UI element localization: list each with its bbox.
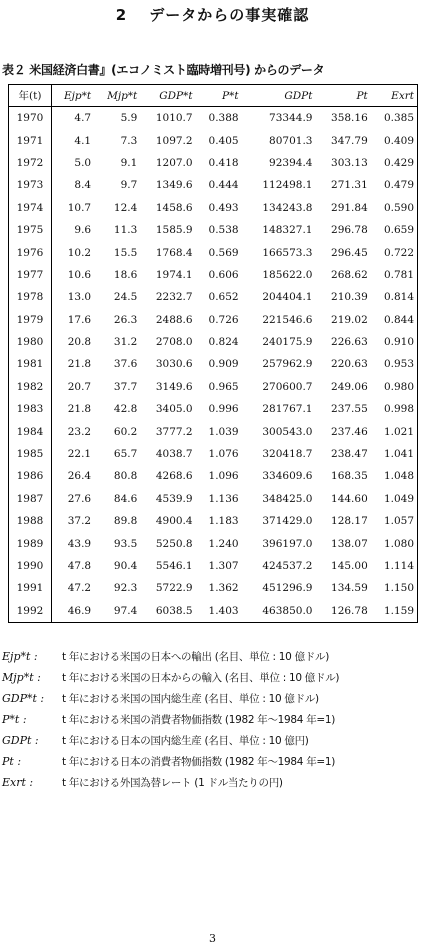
value-cell: 463850.0 <box>242 600 316 623</box>
value-cell: 1207.0 <box>155 156 193 169</box>
value-cell: 90.4 <box>113 560 138 572</box>
value-cell: 22.1 <box>67 448 92 461</box>
value-cell: 5.0 <box>74 156 92 169</box>
value-cell: 281767.1 <box>262 403 313 416</box>
value-cell: 10.2 <box>67 246 92 259</box>
year-cell: 1977 <box>9 264 52 286</box>
value-cell: 1.183 <box>208 515 239 528</box>
value-cell: 8.4 <box>74 179 92 192</box>
value-cell: 9.6 <box>74 224 92 237</box>
value-cell: 1097.2 <box>155 134 193 147</box>
table-body <box>9 107 418 623</box>
header-year: 年(t) <box>9 85 52 107</box>
value-cell: 17.6 <box>67 313 92 326</box>
value-cell: 97.4 <box>94 600 140 623</box>
value-cell: 92.3 <box>113 582 138 595</box>
value-cell: 1.096 <box>208 470 239 483</box>
value-cell: 0.781 <box>371 264 418 286</box>
value-cell: 1458.6 <box>155 201 193 214</box>
value-cell: 1.307 <box>208 560 239 572</box>
definition-symbol: P*t : <box>2 713 27 726</box>
value-cell: 0.538 <box>208 224 239 237</box>
value-cell: 73344.9 <box>269 112 313 125</box>
definition-text: t 年における米国の日本への輸出 (名目、単位 : 10 億ドル) <box>62 651 329 663</box>
header-mjp-us: Mjp*t <box>94 85 140 107</box>
value-cell: 4268.6 <box>155 470 193 483</box>
value-cell: 348425.0 <box>262 492 313 505</box>
value-cell: 0.405 <box>208 134 239 147</box>
table-row <box>9 420 418 442</box>
value-cell: 46.9 <box>52 600 95 623</box>
value-cell: 0.824 <box>208 336 239 349</box>
value-cell: 1.150 <box>371 577 418 599</box>
value-cell: 1.362 <box>208 582 239 595</box>
value-cell: 0.996 <box>208 403 239 416</box>
table-row <box>9 443 418 465</box>
value-cell: 0.429 <box>371 152 418 174</box>
year-cell: 1975 <box>9 219 52 241</box>
value-cell: 60.2 <box>113 425 138 438</box>
table-row <box>9 309 418 331</box>
definition-text: t 年における米国の消費者物価指数 (1982 年〜1984 年=1) <box>62 714 336 726</box>
value-cell: 0.909 <box>208 358 239 371</box>
value-cell: 37.2 <box>67 515 92 528</box>
definition-text: t 年における外国為替レート (1 ドル当たりの円) <box>62 777 283 789</box>
value-cell: 0.980 <box>371 376 418 398</box>
value-cell: 268.62 <box>331 268 368 281</box>
year-cell: 1972 <box>9 152 52 174</box>
year-cell: 1973 <box>9 174 52 196</box>
value-cell: 1974.1 <box>155 268 193 281</box>
value-cell: 5722.9 <box>155 582 193 595</box>
definition-item <box>2 667 339 688</box>
value-cell: 237.46 <box>331 425 368 438</box>
value-cell: 0.409 <box>371 129 418 151</box>
value-cell: 0.479 <box>371 174 418 196</box>
value-cell: 0.569 <box>208 246 239 259</box>
definition-text: t 年における米国の日本からの輸入 (名目、単位 : 10 億ドル) <box>62 672 340 684</box>
value-cell: 334609.6 <box>262 470 313 483</box>
table-row <box>9 286 418 308</box>
definition-symbol: Exrt : <box>2 776 34 789</box>
value-cell: 65.7 <box>113 448 138 461</box>
value-cell: 204404.1 <box>262 291 313 304</box>
year-cell: 1989 <box>9 532 52 554</box>
value-cell: 0.385 <box>371 107 418 130</box>
value-cell: 270600.7 <box>262 380 313 393</box>
value-cell: 3405.0 <box>155 403 193 416</box>
value-cell: 13.0 <box>67 291 92 304</box>
table-row <box>9 197 418 219</box>
year-cell: 1980 <box>9 331 52 353</box>
definition-text: t 年における日本の国内総生産 (名目、単位 : 10 億円) <box>62 735 309 747</box>
value-cell: 80701.3 <box>269 134 313 147</box>
value-cell: 238.47 <box>331 448 368 461</box>
value-cell: 2708.0 <box>155 336 193 349</box>
year-cell: 1992 <box>9 600 52 623</box>
value-cell: 0.659 <box>371 219 418 241</box>
value-cell: 0.910 <box>371 331 418 353</box>
value-cell: 80.8 <box>113 470 138 483</box>
value-cell: 226.63 <box>331 336 368 349</box>
value-cell: 237.55 <box>331 403 368 416</box>
section-heading <box>0 4 425 25</box>
definition-item <box>2 646 339 667</box>
value-cell: 320418.7 <box>262 448 313 461</box>
value-cell: 1.057 <box>371 510 418 532</box>
table-row <box>9 532 418 554</box>
value-cell: 4900.4 <box>155 515 193 528</box>
value-cell: 5546.1 <box>155 560 193 572</box>
value-cell: 3030.6 <box>155 358 193 371</box>
value-cell: 42.8 <box>113 403 138 416</box>
table-row <box>9 241 418 263</box>
table-row <box>9 510 418 532</box>
year-cell: 1974 <box>9 197 52 219</box>
year-cell: 1978 <box>9 286 52 308</box>
value-cell: 15.5 <box>113 246 138 259</box>
definition-symbol: Pt : <box>2 755 22 768</box>
value-cell: 0.814 <box>371 286 418 308</box>
value-cell: 0.652 <box>208 291 239 304</box>
value-cell: 291.84 <box>331 201 368 214</box>
value-cell: 1.240 <box>208 537 239 550</box>
value-cell: 1.136 <box>208 492 239 505</box>
value-cell: 296.78 <box>331 224 368 237</box>
value-cell: 112498.1 <box>262 179 313 192</box>
value-cell: 371429.0 <box>262 515 313 528</box>
value-cell: 37.6 <box>113 358 138 371</box>
value-cell: 271.31 <box>331 179 368 192</box>
table-row <box>9 152 418 174</box>
value-cell: 5.9 <box>120 112 138 125</box>
table-row <box>9 174 418 196</box>
value-cell: 1.114 <box>371 555 418 577</box>
definition-item <box>2 730 339 751</box>
value-cell: 210.39 <box>331 291 368 304</box>
value-cell: 220.63 <box>331 358 368 371</box>
table-header-row <box>9 85 418 107</box>
definition-text: t 年における米国の国内総生産 (名目、単位 : 10 億ドル) <box>62 693 319 705</box>
value-cell: 0.444 <box>208 179 239 192</box>
table-row <box>9 331 418 353</box>
value-cell: 4.1 <box>74 134 92 147</box>
value-cell: 26.3 <box>113 313 138 326</box>
value-cell: 1.159 <box>371 600 418 623</box>
value-cell: 144.60 <box>331 492 368 505</box>
table-row <box>9 264 418 286</box>
year-cell: 1983 <box>9 398 52 420</box>
value-cell: 166573.3 <box>262 246 313 259</box>
page-number: 3 <box>209 932 216 945</box>
value-cell: 37.7 <box>113 380 138 393</box>
value-cell: 0.493 <box>208 201 239 214</box>
value-cell: 23.2 <box>67 425 92 438</box>
value-cell: 4539.9 <box>155 492 193 505</box>
value-cell: 9.7 <box>120 179 138 192</box>
header-gdp-jp: GDPt <box>242 85 316 107</box>
value-cell: 1585.9 <box>155 224 193 237</box>
variable-definitions <box>2 646 339 793</box>
value-cell: 1.049 <box>371 488 418 510</box>
value-cell: 134.59 <box>331 582 368 595</box>
value-cell: 358.16 <box>331 112 368 125</box>
year-cell: 1987 <box>9 488 52 510</box>
value-cell: 303.13 <box>331 156 368 169</box>
value-cell: 20.7 <box>67 380 92 393</box>
value-cell: 300543.0 <box>262 425 313 438</box>
table-row <box>9 398 418 420</box>
value-cell: 1.039 <box>208 425 239 438</box>
header-p-us: P*t <box>196 85 242 107</box>
value-cell: 2232.7 <box>155 291 193 304</box>
value-cell: 128.17 <box>331 515 368 528</box>
value-cell: 92394.4 <box>269 156 313 169</box>
table-row <box>9 129 418 151</box>
year-cell: 1976 <box>9 241 52 263</box>
value-cell: 0.418 <box>208 156 239 169</box>
value-cell: 0.590 <box>371 197 418 219</box>
value-cell: 43.9 <box>67 537 92 550</box>
value-cell: 10.7 <box>67 201 92 214</box>
value-cell: 27.6 <box>67 492 92 505</box>
value-cell: 12.4 <box>113 201 138 214</box>
value-cell: 7.3 <box>120 134 138 147</box>
definition-symbol: GDP*t : <box>2 692 45 705</box>
value-cell: 1.048 <box>371 465 418 487</box>
year-cell: 1970 <box>9 107 52 130</box>
header-gdp-us: GDP*t <box>140 85 195 107</box>
value-cell: 219.02 <box>331 313 368 326</box>
value-cell: 1.021 <box>371 420 418 442</box>
year-cell: 1979 <box>9 309 52 331</box>
table-row <box>9 376 418 398</box>
value-cell: 89.8 <box>113 515 138 528</box>
value-cell: 424537.2 <box>262 560 313 572</box>
value-cell: 20.8 <box>67 336 92 349</box>
definition-item <box>2 751 339 772</box>
value-cell: 0.606 <box>208 268 239 281</box>
value-cell: 21.8 <box>67 358 92 371</box>
table-row <box>9 353 418 375</box>
value-cell: 126.78 <box>315 600 370 623</box>
table-row <box>9 488 418 510</box>
value-cell: 347.79 <box>331 134 368 147</box>
value-cell: 5250.8 <box>155 537 193 550</box>
value-cell: 396197.0 <box>262 537 313 550</box>
value-cell: 0.722 <box>371 241 418 263</box>
value-cell: 296.45 <box>331 246 368 259</box>
year-cell: 1982 <box>9 376 52 398</box>
value-cell: 0.998 <box>371 398 418 420</box>
value-cell: 47.8 <box>67 560 92 572</box>
table-row <box>9 600 418 623</box>
value-cell: 168.35 <box>331 470 368 483</box>
value-cell: 6038.5 <box>140 600 195 623</box>
value-cell: 1.080 <box>371 532 418 554</box>
value-cell: 185622.0 <box>262 268 313 281</box>
value-cell: 0.965 <box>208 380 239 393</box>
definition-item <box>2 709 339 730</box>
value-cell: 1349.6 <box>155 179 193 192</box>
value-cell: 3777.2 <box>155 425 193 438</box>
year-cell: 1971 <box>9 129 52 151</box>
header-p-jp: Pt <box>315 85 370 107</box>
value-cell: 9.1 <box>120 156 138 169</box>
value-cell: 26.4 <box>67 470 92 483</box>
value-cell: 249.06 <box>331 380 368 393</box>
value-cell: 1.041 <box>371 443 418 465</box>
year-cell: 1990 <box>9 555 52 577</box>
value-cell: 451296.9 <box>262 582 313 595</box>
value-cell: 24.5 <box>113 291 138 304</box>
value-cell: 0.953 <box>371 353 418 375</box>
value-cell: 47.2 <box>67 582 92 595</box>
value-cell: 18.6 <box>113 268 138 281</box>
value-cell: 3149.6 <box>155 380 193 393</box>
value-cell: 21.8 <box>67 403 92 416</box>
value-cell: 1.076 <box>208 448 239 461</box>
value-cell: 2488.6 <box>155 313 193 326</box>
value-cell: 240175.9 <box>262 336 313 349</box>
data-table <box>8 84 418 623</box>
header-ejp-us: Ejp*t <box>52 85 95 107</box>
value-cell: 221546.6 <box>262 313 313 326</box>
value-cell: 10.6 <box>67 268 92 281</box>
value-cell: 1010.7 <box>155 112 193 125</box>
section-number: 2 <box>115 6 128 24</box>
section-title: データからの事実確認 <box>149 6 310 24</box>
value-cell: 84.6 <box>113 492 138 505</box>
table-row <box>9 465 418 487</box>
definition-symbol: Mjp*t : <box>2 671 41 684</box>
table-caption: 表２ 米国経済白書』(エコノミスト臨時増刊号) からのデータ <box>2 63 325 77</box>
year-cell: 1981 <box>9 353 52 375</box>
year-cell: 1984 <box>9 420 52 442</box>
year-cell: 1986 <box>9 465 52 487</box>
value-cell: 257962.9 <box>262 358 313 371</box>
value-cell: 1768.4 <box>155 246 193 259</box>
value-cell: 148327.1 <box>262 224 313 237</box>
year-cell: 1991 <box>9 577 52 599</box>
value-cell: 4.7 <box>74 112 92 125</box>
value-cell: 145.00 <box>331 560 368 572</box>
definition-symbol: GDPt : <box>2 734 39 747</box>
value-cell: 134243.8 <box>262 201 313 214</box>
value-cell: 0.388 <box>208 112 239 125</box>
table-row <box>9 577 418 599</box>
header-exr: Exrt <box>371 85 418 107</box>
table-row <box>9 555 418 577</box>
value-cell: 1.403 <box>196 600 242 623</box>
value-cell: 31.2 <box>113 336 138 349</box>
year-cell: 1985 <box>9 443 52 465</box>
value-cell: 4038.7 <box>155 448 193 461</box>
value-cell: 11.3 <box>113 224 138 237</box>
value-cell: 0.726 <box>208 313 239 326</box>
table-row <box>9 107 418 130</box>
definition-item <box>2 688 339 709</box>
definition-text: t 年における日本の消費者物価指数 (1982 年〜1984 年=1) <box>62 756 336 768</box>
value-cell: 93.5 <box>113 537 138 550</box>
year-cell: 1988 <box>9 510 52 532</box>
table-row <box>9 219 418 241</box>
definition-symbol: Ejp*t : <box>2 650 38 663</box>
value-cell: 0.844 <box>371 309 418 331</box>
definition-item <box>2 772 339 793</box>
value-cell: 138.07 <box>331 537 368 550</box>
